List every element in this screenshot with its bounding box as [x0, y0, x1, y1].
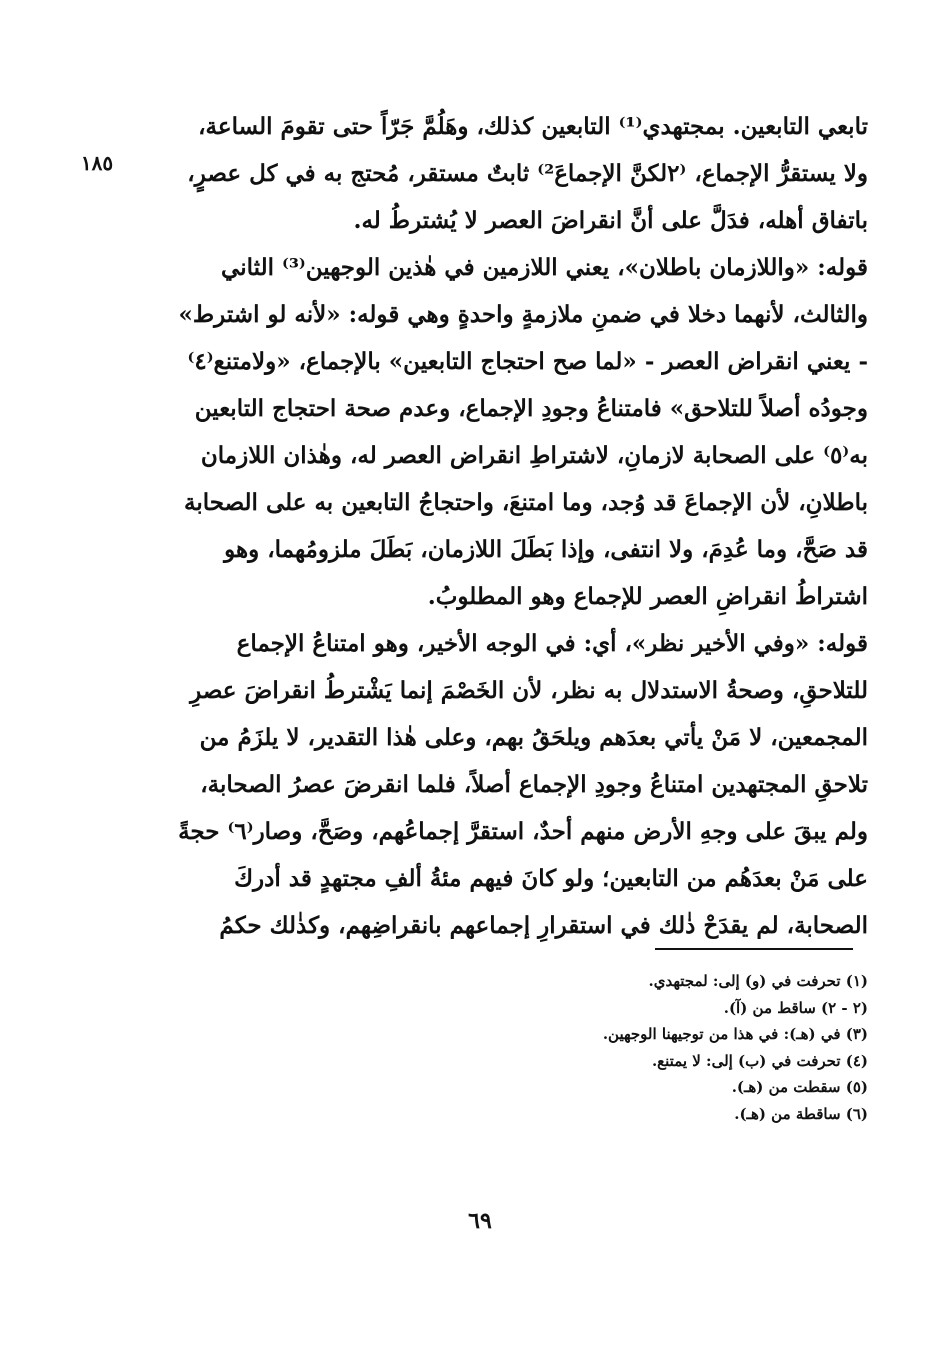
footnote: (٣) في (هـ): في هذا من توجيهنا الوجهين.: [602, 1025, 868, 1043]
text-line: ولم يبقَ على وجهِ الأرض منهم أحدٌ، استقرَّ إجماعُهم، وصَحَّ، وصار⁽٦⁾ حجةً: [178, 818, 868, 845]
margin-page-reference: ١٨٥: [80, 151, 114, 175]
text-line: قوله: «وفي الأخير نظر»، أي: في الوجه الأخير، وهو امتناعُ الإجماع: [236, 630, 868, 657]
footnote: (٥) سقطت من (هـ).: [731, 1078, 868, 1096]
text-line: على مَنْ بعدَهُم من التابعين؛ ولو كانَ فيهم مئةُ ألفِ مجتهدٍ قد أدركَ: [234, 865, 868, 892]
text-line: قوله: «واللازمان باطلان»، يعني اللازمين في هٰذين الوجهين⁽³⁾ الثاني: [221, 254, 868, 281]
footnote: (١) تحرفت في (و) إلى: لمجتهدي.: [648, 972, 868, 990]
footnote: (٦) ساقطة من (هـ).: [734, 1104, 868, 1123]
text-line: وجودُه أصلاً للتلاحق» فامتناعُ وجودِ الإجماع، وعدم صحة احتجاج التابعين: [194, 395, 868, 422]
footnote: (٤) تحرفت في (ب) إلى: لا يمتنع.: [651, 1051, 868, 1070]
text-line: ولا يستقرُّ الإجماع، ⁽٢لكنَّ الإجماعَ²⁾ ثابتٌ مستقر، مُحتج به في كل عصرٍ،: [187, 160, 868, 187]
text-line: به⁽٥⁾ على الصحابة لازمانِ، لاشتراطِ انقراض العصر له، وهٰذان اللازمان: [200, 442, 868, 469]
text-line: - يعني انقراض العصر - «لما صح احتجاج التابعين» بالإجماع، «ولامتنع⁽٤⁾: [187, 348, 868, 375]
text-line: تلاحقِ المجتهدين امتناعُ وجودِ الإجماع أصلاً، فلما انقرضَ عصرُ الصحابة،: [200, 771, 868, 798]
footnote-divider: [655, 948, 853, 950]
main-text: [160, 103, 868, 949]
text-line: الصحابة، لم يقدَحْ ذٰلك في استقرارِ إجماعهم بانقراضِهم، وكذٰلك حكمُ: [219, 912, 868, 939]
text-line: والثالث، لأنهما دخلا في ضمنِ ملازمةٍ واحدةٍ وهي قوله: «لأنه لو اشترط»: [178, 301, 868, 328]
footnote: (٢ - ٢) ساقط من (آ).: [723, 998, 868, 1017]
text-line: باتفاق أهله، فدَلَّ على أنَّ انقراضَ العصر لا يُشترطُ له.: [353, 207, 868, 234]
text-line: اشتراطُ انقراضِ العصر للإجماع وهو المطلوبُ.: [427, 583, 868, 610]
page-number: ٦٩: [468, 1208, 492, 1234]
footnotes: [480, 968, 868, 1127]
text-line: باطلانِ، لأن الإجماعَ قد وُجد، وما امتنعَ، واحتجاجُ التابعين به على الصحابة: [184, 489, 868, 516]
text-line: للتلاحقِ، وصحةُ الاستدلال به نظر، لأن الخَصْمَ إنما يَشْترطُ انقراضَ عصرِ: [190, 677, 868, 704]
text-line: قد صَحَّ، وما عُدِمَ، ولا انتفى، وإذا بَطَلَ اللازمان، بَطَلَ ملزومُهما، وهو: [224, 536, 868, 563]
text-line: تابعي التابعين. بمجتهدي⁽¹⁾ التابعين كذلك، وهَلُمَّ جَرّاً حتى تقومَ الساعة،: [198, 113, 868, 140]
text-line: المجمعين، لا مَنْ يأتي بعدَهم ويلحَقُ بهم، وعلى هٰذا التقدير، لا يلزَمُ من: [199, 724, 868, 751]
